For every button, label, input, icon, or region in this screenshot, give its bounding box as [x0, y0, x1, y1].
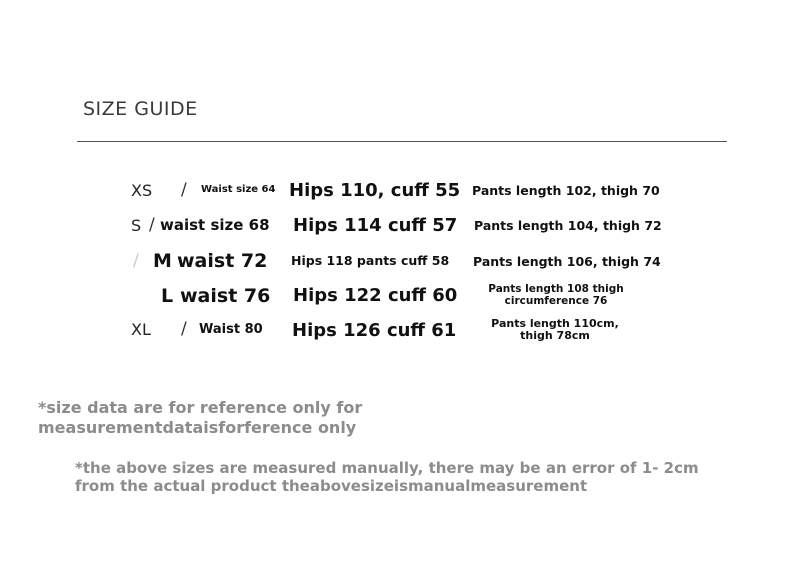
waist-measurement: waist size 68 — [160, 216, 270, 234]
size-code: S — [131, 216, 142, 235]
waist-measurement: Waist 80 — [199, 322, 263, 337]
hips-cuff-measurement: Hips 122 cuff 60 — [293, 285, 458, 306]
pants-thigh-measurement: Pants length 104, thigh 72 — [474, 218, 662, 233]
separator-slash: / — [133, 251, 139, 271]
manual-note-line: *the above sizes are measured manually, there may be an error of 1- 2cm — [75, 459, 699, 477]
waist-measurement: waist 76 — [180, 285, 271, 307]
pants-thigh-measurement: Pants length 106, thigh 74 — [473, 254, 661, 269]
pants-thigh-measurement: Pants length 110cm, thigh 78cm — [491, 317, 619, 342]
hips-cuff-measurement: Hips 110, cuff 55 — [289, 180, 461, 201]
separator-slash: / — [181, 180, 187, 200]
manual-measurement-note — [75, 459, 699, 495]
reference-note — [38, 398, 362, 438]
reference-note-line: measurementdataisforference only — [38, 418, 357, 437]
hips-cuff-measurement: Hips 126 cuff 61 — [292, 320, 457, 341]
reference-note-line: *size data are for reference only for — [38, 398, 363, 417]
size-code: XS — [131, 181, 153, 200]
size-code: L — [161, 285, 174, 307]
separator-slash: / — [181, 319, 187, 339]
hips-cuff-measurement: Hips 114 cuff 57 — [293, 215, 458, 236]
pants-thigh-measurement: Pants length 102, thigh 70 — [472, 183, 660, 198]
size-code: M — [153, 250, 172, 272]
hips-cuff-measurement: Hips 118 pants cuff 58 — [291, 253, 450, 268]
waist-measurement: waist 72 — [177, 250, 268, 272]
separator-slash: / — [149, 215, 155, 235]
title-divider — [77, 141, 727, 142]
size-guide-title: SIZE GUIDE — [83, 98, 198, 120]
size-code: XL — [131, 320, 151, 339]
waist-measurement: Waist size 64 — [201, 184, 276, 195]
pants-thigh-measurement: Pants length 108 thigh circumference 76 — [488, 283, 624, 307]
manual-note-line: from the actual product theabovesizeismanualmeasurement — [75, 477, 588, 495]
